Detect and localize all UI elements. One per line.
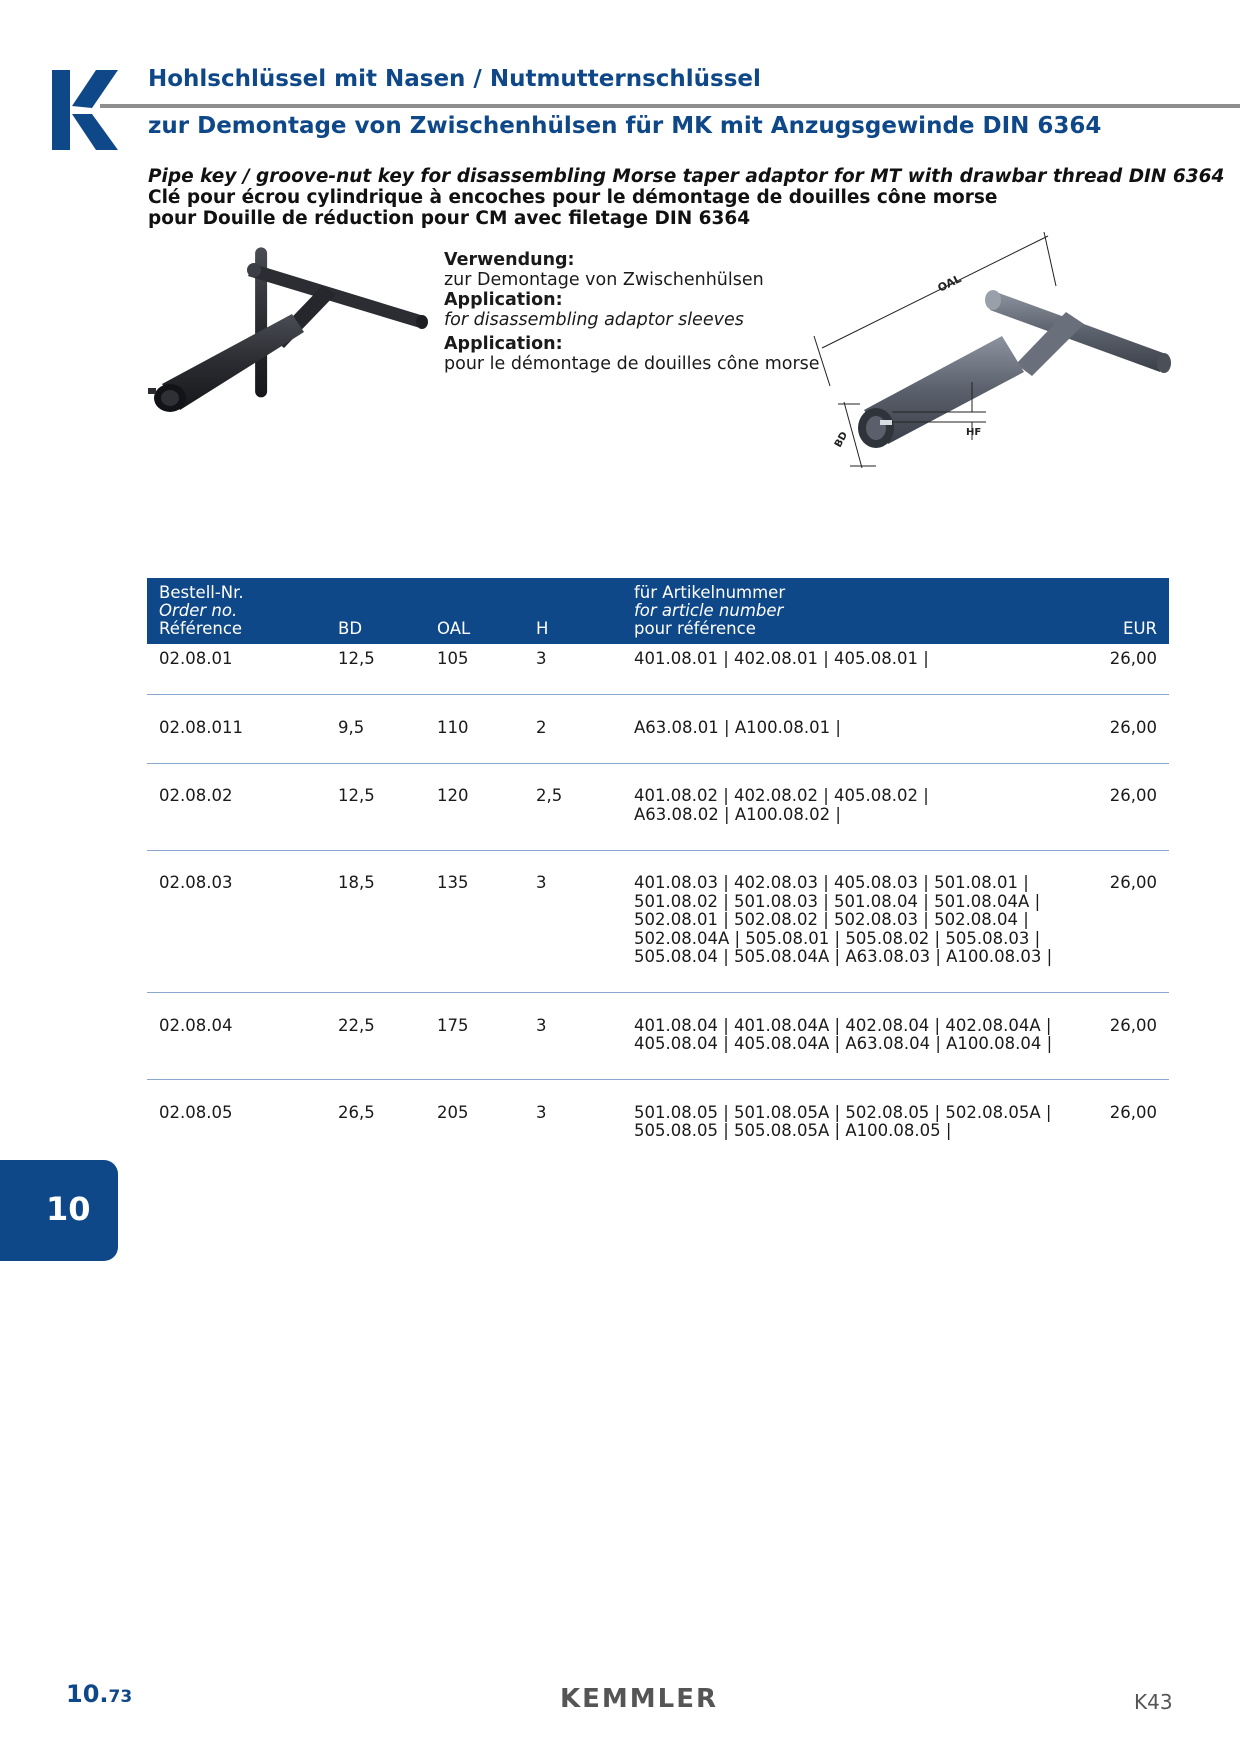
col-header-h: H xyxy=(524,578,622,644)
cell-price: 26,00 xyxy=(1109,786,1157,805)
row-separator xyxy=(147,669,1169,695)
cell-articles xyxy=(622,644,1092,669)
row-separator xyxy=(147,967,1169,993)
row-separator xyxy=(147,1141,1169,1167)
article-line: 502.08.01 | 502.08.02 | 502.08.03 | 502.08.04 | xyxy=(634,910,1029,929)
label-hf: HF xyxy=(966,427,982,438)
table-row xyxy=(147,644,1169,669)
subtitle-french-1: Clé pour écrou cylindrique à encoches pour le démontage de douilles cône morse xyxy=(148,187,998,208)
label-bd: BD xyxy=(832,430,851,450)
cell-bd: 26,5 xyxy=(338,1102,375,1122)
article-line: A63.08.02 | A100.08.02 | xyxy=(634,804,841,824)
cell-price: 26,00 xyxy=(1109,649,1157,668)
cell-ref: 02.08.01 xyxy=(159,649,233,668)
cell-bd: 12,5 xyxy=(338,786,375,805)
footer-code: K43 xyxy=(1134,1690,1173,1714)
table-row xyxy=(147,868,1169,967)
col-header-bd: BD xyxy=(326,578,425,644)
section-tab-number: 10 xyxy=(46,1190,91,1228)
row-gap xyxy=(147,850,1169,868)
table-row xyxy=(147,781,1169,824)
usage-de-heading: Verwendung: xyxy=(444,250,575,270)
cell-h: 2,5 xyxy=(536,786,563,805)
article-line: 505.08.05 | 505.08.05A | A100.08.05 | xyxy=(634,1121,952,1140)
col-header-articles: für Artikelnummer for article number pour référence xyxy=(622,578,1092,644)
row-separator xyxy=(147,737,1169,763)
article-line: 401.08.02 | 402.08.02 | 405.08.02 | xyxy=(634,786,929,805)
article-line: 405.08.04 | 405.08.04A | A63.08.04 | A100.08.04 | xyxy=(634,1034,1053,1053)
subtitle-french-2: pour Douille de réduction pour CM avec filetage DIN 6364 xyxy=(148,208,751,229)
usage-de-text: zur Demontage von Zwischenhülsen xyxy=(444,270,764,290)
article-line: 502.08.04A | 505.08.01 | 505.08.02 | 505.08.03 | xyxy=(634,928,1041,948)
cell-ref: 02.08.03 xyxy=(159,873,233,892)
cell-h: 3 xyxy=(536,649,547,668)
table-row xyxy=(147,713,1169,738)
page-number: 10.73 xyxy=(66,1680,133,1708)
article-line: 401.08.03 | 402.08.03 | 405.08.03 | 501.08.01 | xyxy=(634,873,1029,892)
cell-articles xyxy=(622,713,1092,738)
cell-price: 26,00 xyxy=(1109,717,1157,737)
cell-articles xyxy=(622,1011,1092,1054)
spec-table xyxy=(147,578,1169,1167)
article-line: 505.08.04 | 505.08.04A | A63.08.03 | A100.08.03 | xyxy=(634,947,1053,966)
usage-fr-heading: Application: xyxy=(444,334,563,354)
row-gap xyxy=(147,763,1169,781)
cell-bd: 9,5 xyxy=(338,717,365,737)
cell-price: 26,00 xyxy=(1109,1015,1157,1035)
article-line: A63.08.01 | A100.08.01 | xyxy=(634,717,841,737)
cell-oal: 110 xyxy=(437,717,469,737)
row-separator xyxy=(147,1054,1169,1080)
cell-ref: 02.08.05 xyxy=(159,1102,233,1122)
table-row xyxy=(147,1098,1169,1141)
cell-oal: 105 xyxy=(437,649,469,668)
col-header-oal: OAL xyxy=(425,578,524,644)
article-line: 401.08.01 | 402.08.01 | 405.08.01 | xyxy=(634,649,929,668)
article-line: 401.08.04 | 401.08.04A | 402.08.04 | 402.08.04A | xyxy=(634,1015,1052,1035)
usage-en-text: for disassembling adaptor sleeves xyxy=(444,310,744,330)
dimension-drawing xyxy=(832,226,1176,490)
table-header-row xyxy=(147,578,1169,644)
table-row xyxy=(147,1011,1169,1054)
page-subtitle: zur Demontage von Zwischenhülsen für MK mit Anzugsgewinde DIN 6364 xyxy=(148,113,1102,139)
product-photo xyxy=(144,252,434,422)
section-tab[interactable] xyxy=(0,1160,118,1261)
col-header-ref: Bestell-Nr. Order no. Référence xyxy=(147,578,326,644)
row-gap xyxy=(147,695,1169,713)
article-line: 501.08.02 | 501.08.03 | 501.08.04 | 501.08.04A | xyxy=(634,891,1041,911)
col-header-eur: EUR xyxy=(1092,578,1169,644)
article-line: 501.08.05 | 501.08.05A | 502.08.05 | 502.08.05A | xyxy=(634,1102,1052,1122)
footer-brand: KEMMLER xyxy=(560,1684,719,1714)
cell-ref: 02.08.04 xyxy=(159,1015,233,1035)
cell-ref: 02.08.011 xyxy=(159,717,243,737)
usage-block xyxy=(444,250,820,374)
header-rule xyxy=(100,104,1240,108)
cell-h: 3 xyxy=(536,1102,547,1122)
page-title: Hohlschlüssel mit Nasen / Nutmutternschlüssel xyxy=(148,66,761,92)
cell-bd: 12,5 xyxy=(338,649,375,668)
usage-fr-text: pour le démontage de douilles cône morse xyxy=(444,354,820,374)
subtitle-english: Pipe key / groove-nut key for disassembling Morse taper adaptor for MT with drawbar thread DIN 6364 xyxy=(148,166,1225,187)
cell-articles xyxy=(622,868,1092,967)
cell-price: 26,00 xyxy=(1109,1102,1157,1122)
cell-articles xyxy=(622,781,1092,824)
row-gap xyxy=(147,1080,1169,1098)
label-oal: OAL xyxy=(935,272,964,295)
cell-bd: 18,5 xyxy=(338,873,375,892)
multilingual-subtitles xyxy=(148,166,1224,229)
cell-ref: 02.08.02 xyxy=(159,786,233,805)
cell-h: 3 xyxy=(536,873,547,892)
cell-oal: 205 xyxy=(437,1102,469,1122)
cell-oal: 175 xyxy=(437,1015,469,1035)
cell-articles xyxy=(622,1098,1092,1141)
usage-en-heading: Application: xyxy=(444,290,563,310)
cell-price: 26,00 xyxy=(1109,873,1157,892)
cell-bd: 22,5 xyxy=(338,1015,375,1035)
row-separator xyxy=(147,824,1169,850)
cell-h: 3 xyxy=(536,1015,547,1035)
row-gap xyxy=(147,993,1169,1011)
cell-oal: 120 xyxy=(437,786,469,805)
cell-oal: 135 xyxy=(437,873,469,892)
cell-h: 2 xyxy=(536,717,547,737)
kemmler-k-logo xyxy=(50,70,120,150)
